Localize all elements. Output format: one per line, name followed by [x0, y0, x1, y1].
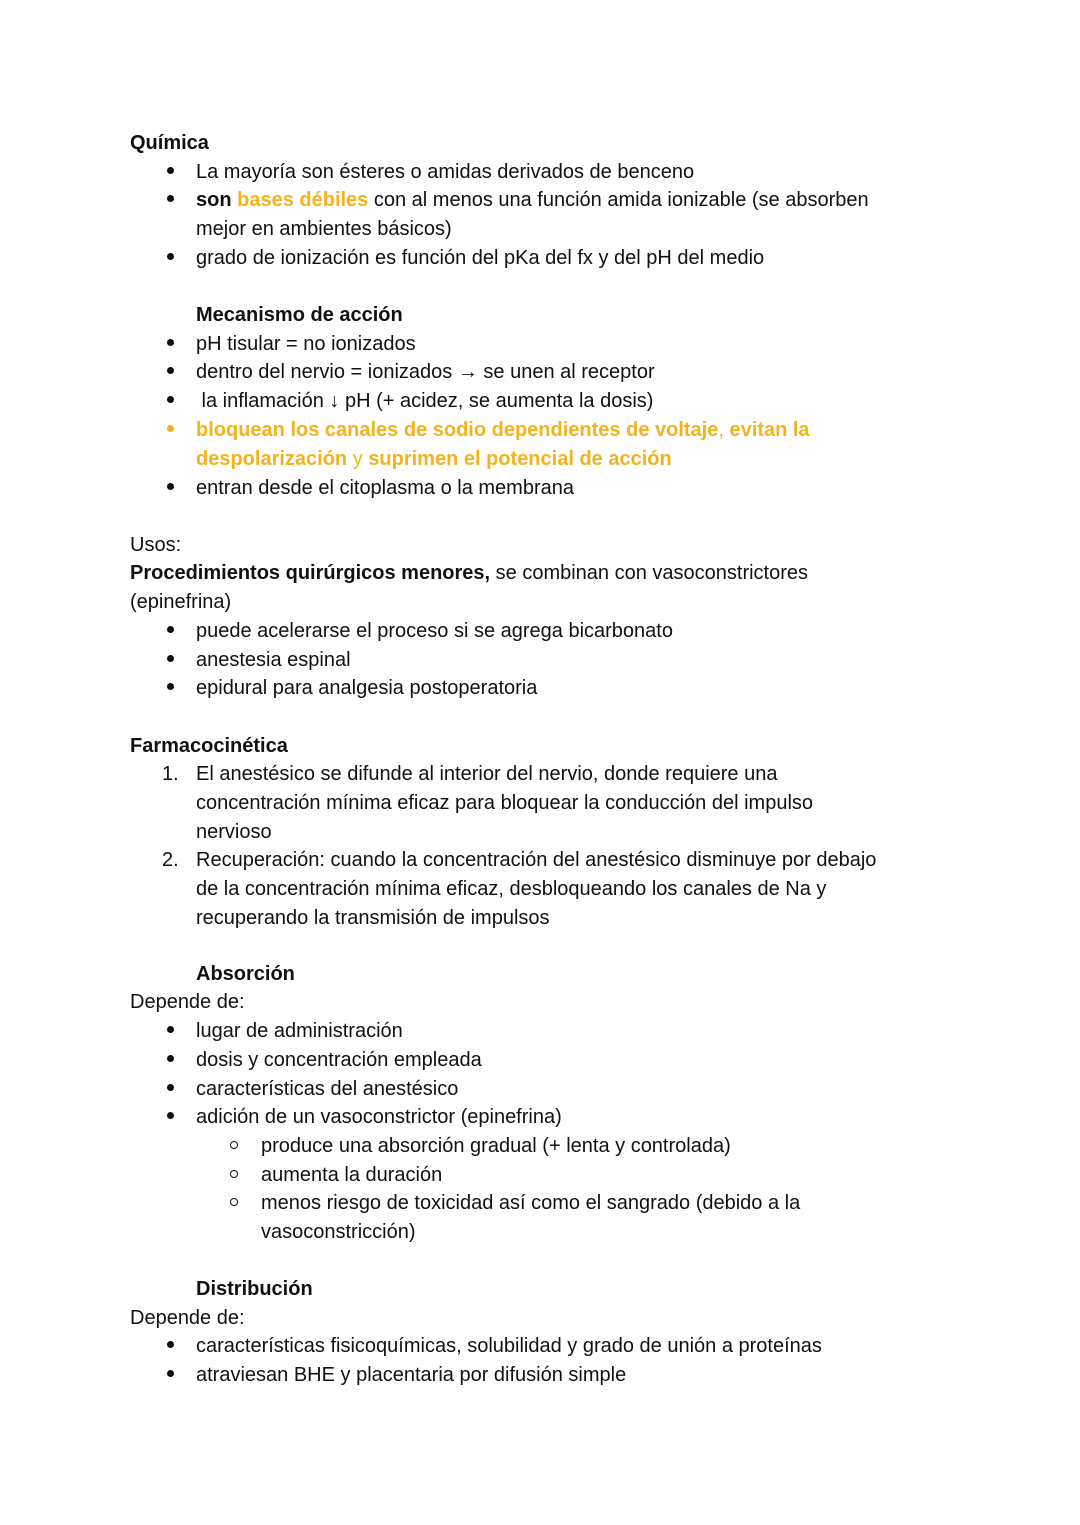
list-item: anestesia espinal — [196, 649, 351, 671]
heading-distribucion: Distribución — [196, 1278, 313, 1300]
list-item: puede acelerarse el proceso si se agrega bicarbonato — [196, 620, 673, 642]
list-item — [196, 186, 869, 215]
heading-quimica: Química — [130, 132, 209, 154]
highlight-text: , — [718, 419, 724, 441]
heading-mecanismo: Mecanismo de acción — [196, 304, 403, 326]
list-item: adición de un vasoconstrictor (epinefrina) — [196, 1106, 562, 1128]
list-item: características del anestésico — [196, 1078, 459, 1100]
list-number: 1. — [162, 763, 179, 785]
bold-text: Procedimientos quirúrgicos menores, — [130, 562, 491, 584]
list-item: lugar de administración — [196, 1020, 403, 1042]
usos-lead — [130, 559, 808, 588]
list-item: entran desde el citoplasma o la membrana — [196, 477, 574, 499]
list-item: dentro del nervio = ionizados → se unen al receptor — [196, 361, 655, 383]
sub-list-item: aumenta la duración — [261, 1164, 443, 1186]
sub-list-item: produce una absorción gradual (+ lenta y controlada) — [261, 1135, 731, 1157]
bullet-icon — [165, 1046, 175, 1075]
bullet-icon — [165, 1103, 175, 1132]
list-item: pH tisular = no ionizados — [196, 333, 416, 355]
highlight-text: y — [347, 448, 369, 470]
list-item-continuation: concentración mínima eficaz para bloquear la conducción del impulso — [196, 792, 814, 814]
bullet-icon — [165, 358, 175, 387]
highlight-text: suprimen el potencial de acción — [368, 448, 672, 470]
highlight-text: despolarización — [196, 448, 348, 470]
list-item-continuation: nervioso — [196, 821, 272, 843]
highlight-text: evitan la — [723, 419, 810, 441]
list-number: 2. — [162, 849, 179, 871]
sub-bullet-icon — [229, 1189, 239, 1218]
bullet-icon — [165, 1332, 175, 1361]
usos-continuation: (epinefrina) — [130, 591, 232, 613]
bullet-icon — [165, 186, 175, 215]
depends-label: Depende de: — [130, 1307, 245, 1329]
bullet-icon — [165, 158, 175, 187]
bullet-icon — [165, 244, 175, 273]
list-item: atraviesan BHE y placentaria por difusión simple — [196, 1364, 627, 1386]
list-item: La mayoría son ésteres o amidas derivados de benceno — [196, 161, 695, 183]
list-item: epidural para analgesia postoperatoria — [196, 677, 538, 699]
bullet-icon — [165, 416, 175, 445]
bullet-icon — [165, 646, 175, 675]
bullet-icon — [165, 1361, 175, 1390]
item-text: se combinan con vasoconstrictores — [490, 562, 809, 584]
heading-absorcion: Absorción — [196, 963, 295, 985]
list-item-continuation — [196, 445, 672, 474]
bullet-icon — [165, 617, 175, 646]
item-text: con al menos una función amida ionizable (se absorben — [368, 189, 869, 211]
list-item: Recuperación: cuando la concentración del anestésico disminuye por debajo — [196, 849, 877, 871]
list-item: El anestésico se difunde al interior del nervio, donde requiere una — [196, 763, 778, 785]
sub-bullet-icon — [229, 1132, 239, 1161]
bullet-icon — [165, 474, 175, 503]
sub-bullet-icon — [229, 1161, 239, 1190]
bullet-icon — [165, 330, 175, 359]
list-item: la inflamación ↓ pH (+ acidez, se aumenta la dosis) — [196, 390, 654, 412]
list-item: dosis y concentración empleada — [196, 1049, 482, 1071]
sub-list-item-continuation: vasoconstricción) — [261, 1221, 416, 1243]
bullet-icon — [165, 674, 175, 703]
bullet-icon — [165, 387, 175, 416]
list-item-continuation: recuperando la transmisión de impulsos — [196, 907, 550, 929]
list-item: características fisicoquímicas, solubilidad y grado de unión a proteínas — [196, 1335, 822, 1357]
list-item-continuation: de la concentración mínima eficaz, desbloqueando los canales de Na y — [196, 878, 827, 900]
bullet-icon — [165, 1017, 175, 1046]
bold-text: son — [196, 189, 238, 211]
heading-farmacocinetica: Farmacocinética — [130, 735, 288, 757]
depends-label: Depende de: — [130, 991, 245, 1013]
highlight-text: bases débiles — [237, 189, 369, 211]
highlight-text: bloquean los canales de sodio dependientes de voltaje — [196, 419, 719, 441]
list-item-highlight — [196, 416, 810, 445]
bullet-icon — [165, 1075, 175, 1104]
sub-list-item: menos riesgo de toxicidad así como el sangrado (debido a la — [261, 1192, 801, 1214]
list-item-continuation: mejor en ambientes básicos) — [196, 218, 452, 240]
usos-label: Usos: — [130, 534, 182, 556]
list-item: grado de ionización es función del pKa del fx y del pH del medio — [196, 247, 765, 269]
